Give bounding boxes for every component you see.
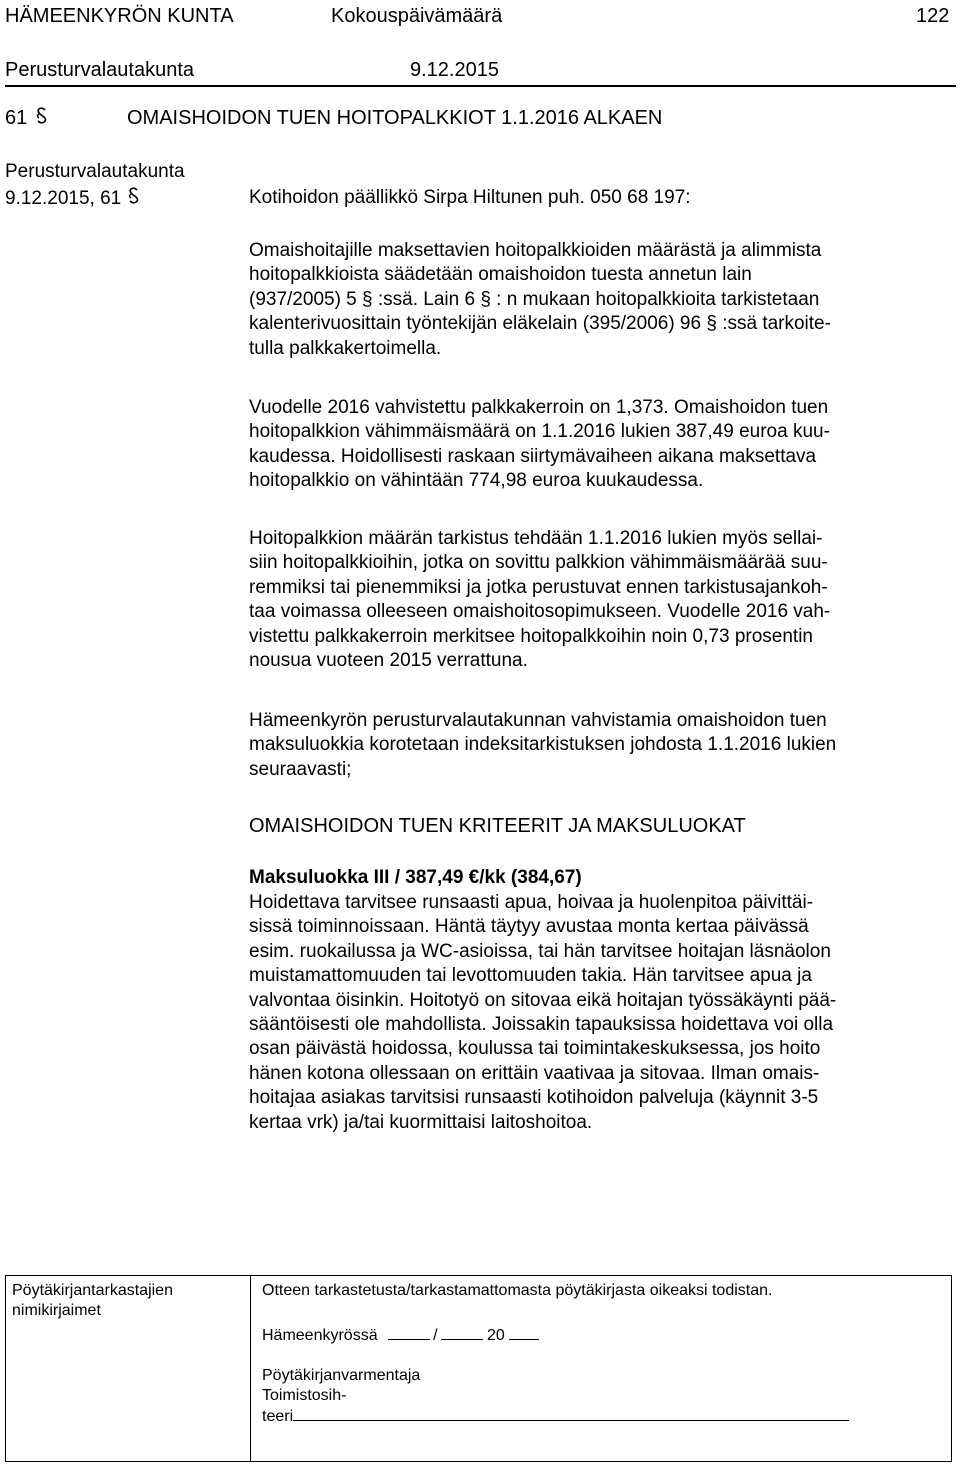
paragraph-3 [249, 527, 955, 673]
org-name: HÄMEENKYRÖN KUNTA [5, 5, 234, 27]
text-line: (937/2005) 5 § :ssä. Lain 6 § : n mukaan hoitopalkkioita tarkistetaan [249, 288, 820, 310]
text-line: Hämeenkyrön perusturvalautakunnan vahvistamia omaishoidon tuen [249, 710, 827, 731]
place-label: Hämeenkyrössä [262, 1327, 378, 1344]
text-line: nousua vuoteen 2015 verrattuna. [249, 650, 528, 672]
text-line: sääntöisesti ole mahdollista. Joissakin tapauksissa hoidettava voi olla [249, 1014, 834, 1036]
text-line: maksuluokkia korotetaan indeksitarkistuksen johdosta 1.1.2016 lukien [249, 734, 837, 756]
paragraph-5 [249, 891, 955, 1135]
text-line: esim. ruokailussa ja WC-asioissa, tai hän tarvitsee hoitajan läsnäolon [249, 940, 831, 962]
page-number: 122 [916, 5, 950, 27]
text-line: Hoitopalkkion määrän tarkistus tehdään 1.1.2016 lukien myös sellai- [249, 528, 823, 549]
ref-presenter: Kotihoidon päällikkö Sirpa Hiltunen puh. 050 68 197: [249, 187, 691, 208]
reviewers-label-line2: nimikirjaimet [12, 1302, 101, 1319]
criteria-subheading [249, 814, 955, 838]
text-line: siin hoitopalkkioihin, jotka on sovittu palkkion vähimmäismäärää suu- [249, 552, 828, 574]
section-number: 61 [5, 107, 28, 129]
text-line: kertaa vrk) ja/tai kuormittaisi laitoshoitoa. [249, 1111, 593, 1133]
text-line: hoitopalkkio on vähintään 774,98 euroa kuukaudessa. [249, 470, 704, 492]
paragraph-4 [249, 709, 955, 782]
verifier-label: Pöytäkirjanvarmentaja [262, 1367, 421, 1384]
class-heading-text: Maksuluokka III / 387,49 €/kk (384,67) [249, 867, 582, 888]
text-line: sissä toiminnoissaan. Häntä täytyy avustaa monta kertaa päivässä [249, 916, 809, 938]
text-line: vistettu palkkakerroin merkitsee hoitopalkkoihin noin 0,73 prosentin [249, 625, 813, 647]
date-slash: / [433, 1327, 438, 1344]
section-sign-icon [35, 106, 49, 134]
text-line: osan päivästä hoidossa, koulussa tai toimintakeskuksessa, jos hoito [249, 1038, 821, 1060]
signature-box [5, 1275, 952, 1462]
text-line: muistamattomuuden tai levottomuuden takia. Hän tarvitsee apua ja [249, 965, 812, 987]
signature-blank [293, 1406, 849, 1421]
certification-statement: Otteen tarkastetusta/tarkastamattomasta pöytäkirjasta oikeaksi todistan. [262, 1282, 773, 1299]
reviewers-label-line1: Pöytäkirjantarkastajien [12, 1282, 173, 1299]
text-line: Omaishoitajille maksettavien hoitopalkkioiden määrästä ja alimmista [249, 240, 822, 261]
year-blank [509, 1325, 539, 1340]
text-line: Vuodelle 2016 vahvistettu palkkakerroin on 1,373. Omaishoidon tuen [249, 397, 829, 418]
text-line: Hoidettava tarvitsee runsaasti apua, hoivaa ja huolenpitoa päivittäi- [249, 892, 814, 913]
text-line: hoitopalkkioista säädetään omaishoidon tuesta annetun lain [249, 264, 752, 286]
text-line: hoitajaa asiakas tarvitsisi runsaasti kotihoidon palveluja (käynnit 3-5 [249, 1087, 819, 1109]
text-line: taa voimassa olleeseen omaishoitosopimukseen. Vuodelle 2016 vah- [249, 601, 831, 623]
meeting-date: 9.12.2015 [410, 59, 499, 81]
text-line: kalenterivuosittain työntekijän eläkelain (395/2006) 96 § :ssä tarkoite- [249, 313, 831, 335]
office-secretary-line2 [262, 1406, 849, 1427]
ref-committee: Perusturvalautakunta [5, 161, 185, 182]
text-line: hoitopalkkion vähimmäismäärä on 1.1.2016 lukien 387,49 euroa kuu- [249, 421, 830, 443]
payment-class-heading [249, 866, 955, 890]
paragraph-1 [249, 239, 955, 361]
text-line: remmiksi tai pienemmiksi ja jotka perustuvat ennen tarkistusajankoh- [249, 576, 828, 598]
section-heading [5, 106, 55, 134]
day-blank [388, 1325, 430, 1340]
date-label: Kokouspäivämäärä [331, 5, 503, 27]
text-line: tulla palkkakertoimella. [249, 337, 442, 359]
office-secretary-label: teeri [262, 1408, 294, 1425]
office-secretary-line1: Toimistosih- [262, 1387, 347, 1404]
ref-date-number [5, 186, 141, 215]
section-sign-icon [127, 186, 141, 215]
place-date-line [262, 1325, 539, 1346]
ref-date-text: 9.12.2015, 61 [5, 188, 122, 209]
year-prefix: 20 [486, 1327, 505, 1344]
text-line: seuraavasti; [249, 758, 352, 780]
text-line: valvontaa öisinkin. Hoitotyö on sitovaa eikä hoitajan työssäkäynti pää- [249, 989, 837, 1011]
section-title: OMAISHOIDON TUEN HOITOPALKKIOT 1.1.2016 ALKAEN [127, 107, 663, 129]
box-divider [250, 1276, 251, 1461]
text-line: kaudessa. Hoidollisesti raskaan siirtymävaiheen aikana maksettava [249, 445, 817, 467]
paragraph-2 [249, 396, 955, 494]
month-blank [441, 1325, 483, 1340]
text-line: hänen kotona ollessaan on erittäin vaativaa ja sitovaa. Ilman omais- [249, 1062, 820, 1084]
committee-name: Perusturvalautakunta [5, 59, 195, 81]
subheading-text: OMAISHOIDON TUEN KRITEERIT JA MAKSULUOKAT [249, 815, 746, 837]
header-rule [5, 85, 956, 87]
